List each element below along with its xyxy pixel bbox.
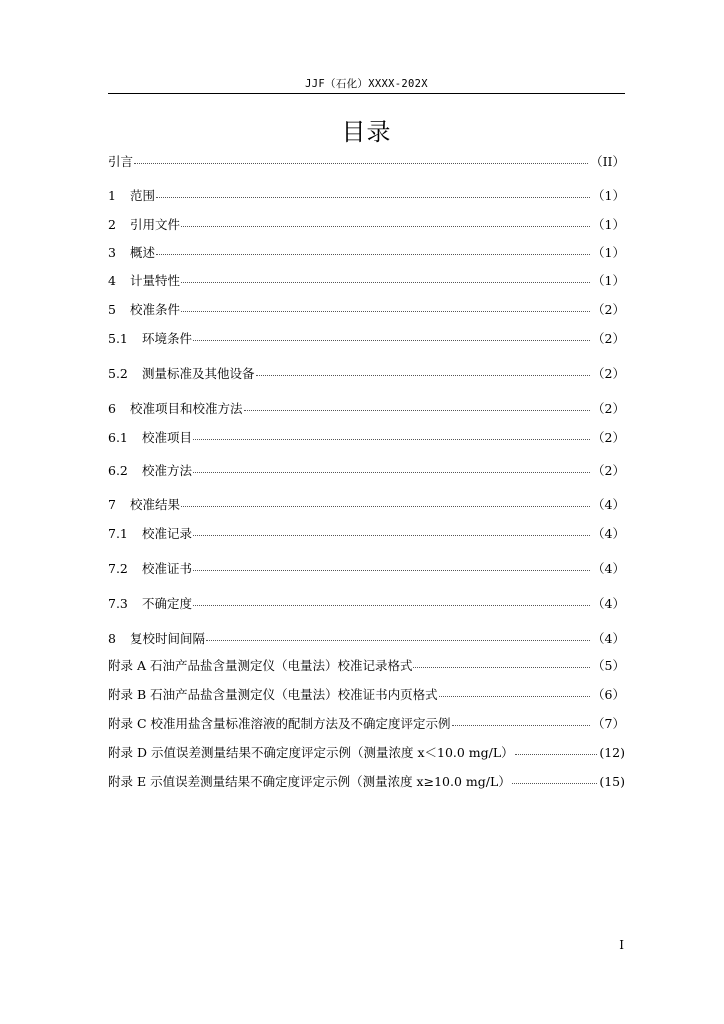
toc-entry[interactable] xyxy=(108,329,625,349)
toc-entry[interactable] xyxy=(108,594,625,614)
toc-entry-number: 3 xyxy=(108,245,116,260)
toc-entry[interactable] xyxy=(108,461,625,481)
toc-entry-label: 附录 D 示值误差测量结果不确定度评定示例（测量浓度 x＜10.0 mg/L） xyxy=(108,745,514,760)
toc-entry-number: 1 xyxy=(108,188,116,203)
toc-entry-page: （1） xyxy=(592,188,625,203)
toc-entry-page: （4） xyxy=(592,631,625,646)
dot-leader xyxy=(206,640,590,641)
toc-entry-number: 2 xyxy=(108,217,116,232)
toc-entry-text xyxy=(108,495,180,513)
page-title: 目录 xyxy=(341,118,392,146)
toc-entry-page: （1） xyxy=(592,245,625,260)
toc-entry-label: 校准方法 xyxy=(142,463,193,478)
toc-entry-label: 环境条件 xyxy=(142,331,193,346)
toc-entry-label: 附录 B 石油产品盐含量测定仪（电量法）校准证书内页格式 xyxy=(108,687,438,702)
toc-entry[interactable] xyxy=(108,215,625,235)
header-rule xyxy=(108,93,625,94)
toc-entry[interactable] xyxy=(108,152,625,172)
toc-entry-number: 5.1 xyxy=(108,331,128,346)
toc-entry-text xyxy=(108,685,438,703)
toc-entry-label: 校准证书 xyxy=(142,561,193,576)
toc-entry-label: 测量标准及其他设备 xyxy=(142,366,255,381)
toc-entry-label: 计量特性 xyxy=(130,273,181,288)
toc-entry-label: 校准记录 xyxy=(142,526,193,541)
toc-entry[interactable] xyxy=(108,186,625,206)
dot-leader xyxy=(193,570,590,571)
dot-leader xyxy=(193,340,590,341)
toc-entry-page: （2） xyxy=(592,331,625,346)
toc-entry-page: （2） xyxy=(592,463,625,478)
toc-entry-label: 校准结果 xyxy=(130,497,181,512)
toc-entry[interactable] xyxy=(108,743,625,763)
dot-leader xyxy=(134,163,588,164)
dot-leader xyxy=(512,783,598,784)
toc-entry-number: 7 xyxy=(108,497,116,512)
toc-entry-label: 不确定度 xyxy=(142,596,193,611)
toc-entry-label: 范围 xyxy=(130,188,156,203)
toc-entry-page: （4） xyxy=(592,497,625,512)
toc-entry-label: 引用文件 xyxy=(130,217,181,232)
toc-entry[interactable] xyxy=(108,399,625,419)
toc-entry-number: 5 xyxy=(108,302,116,317)
toc-entry-number: 8 xyxy=(108,631,116,646)
toc-entry-text xyxy=(108,364,255,382)
toc-entry-page: （7） xyxy=(592,716,625,731)
toc-entry-page: (15) xyxy=(599,774,625,789)
toc-entry[interactable] xyxy=(108,772,625,792)
toc-entry-text xyxy=(108,772,511,790)
dot-leader xyxy=(181,311,590,312)
dot-leader xyxy=(256,375,591,376)
toc-entry-page: （5） xyxy=(592,658,625,673)
toc-entry[interactable] xyxy=(108,656,625,676)
toc-entry-text xyxy=(108,271,180,289)
dot-leader xyxy=(452,725,591,726)
toc-entry-text xyxy=(108,743,514,761)
dot-leader xyxy=(193,535,590,536)
toc-entry-page: （4） xyxy=(592,561,625,576)
toc-entry-label: 校准项目 xyxy=(142,430,193,445)
toc-entry-text xyxy=(108,594,192,612)
toc-entry-page: （2） xyxy=(592,401,625,416)
dot-leader xyxy=(193,472,590,473)
toc-entry[interactable] xyxy=(108,559,625,579)
toc-entry-number: 5.2 xyxy=(108,366,128,381)
toc-entry-number: 6.2 xyxy=(108,463,128,478)
toc-entry-page: （2） xyxy=(592,302,625,317)
toc-entry[interactable] xyxy=(108,243,625,263)
dot-leader xyxy=(515,754,598,755)
dot-leader xyxy=(181,282,590,283)
toc-entry-number: 6 xyxy=(108,401,116,416)
toc-entry-label: 引言 xyxy=(108,154,134,169)
toc-entry-page: (12) xyxy=(599,745,625,760)
toc-entry[interactable] xyxy=(108,524,625,544)
toc-entry-page: （6） xyxy=(592,687,625,702)
dot-leader xyxy=(156,197,590,198)
toc-entry-text xyxy=(108,300,180,318)
toc-entry-page: （1） xyxy=(592,217,625,232)
toc-entry-text xyxy=(108,428,192,446)
toc-entry-label: 复校时间间隔 xyxy=(130,631,206,646)
toc-entry-number: 6.1 xyxy=(108,430,128,445)
toc-entry-number: 4 xyxy=(108,273,116,288)
toc-entry-number: 7.2 xyxy=(108,561,128,576)
toc-entry-page: （II） xyxy=(590,154,625,169)
toc-entry-page: （4） xyxy=(592,596,625,611)
dot-leader xyxy=(193,439,590,440)
toc-entry-page: （2） xyxy=(592,430,625,445)
toc-entry-label: 校准项目和校准方法 xyxy=(130,401,243,416)
toc-entry-text xyxy=(108,399,243,417)
toc-entry-text xyxy=(108,243,155,261)
dot-leader xyxy=(181,506,590,507)
toc-entry-text xyxy=(108,714,451,732)
dot-leader xyxy=(181,226,590,227)
dot-leader xyxy=(413,667,590,668)
toc-entry[interactable] xyxy=(108,495,625,515)
toc-entry[interactable] xyxy=(108,271,625,291)
page-number: I xyxy=(619,938,624,952)
toc-entry-label: 附录 E 示值误差测量结果不确定度评定示例（测量浓度 x≥10.0 mg/L） xyxy=(108,774,511,789)
toc-entry[interactable] xyxy=(108,714,625,734)
toc-entry-number: 7.1 xyxy=(108,526,128,541)
toc-entry-page: （4） xyxy=(592,526,625,541)
toc-entry-text xyxy=(108,559,192,577)
toc-entry-label: 校准条件 xyxy=(130,302,181,317)
dot-leader xyxy=(439,696,590,697)
toc-entry-text xyxy=(108,524,192,542)
toc-entry[interactable] xyxy=(108,428,625,448)
toc-entry-label: 概述 xyxy=(130,245,156,260)
toc-entry-text xyxy=(108,152,133,170)
toc-entry-page: （2） xyxy=(592,366,625,381)
toc-entry-text xyxy=(108,215,180,233)
toc-entry[interactable] xyxy=(108,364,625,384)
toc-entry-text xyxy=(108,629,205,647)
toc-entry-label: 附录 C 校准用盐含量标准溶液的配制方法及不确定度评定示例 xyxy=(108,716,451,731)
toc-entry-text xyxy=(108,329,192,347)
toc-entry-number: 7.3 xyxy=(108,596,128,611)
toc-entry-label: 附录 A 石油产品盐含量测定仪（电量法）校准记录格式 xyxy=(108,658,413,673)
toc-entry[interactable] xyxy=(108,629,625,649)
toc-entry-page: （1） xyxy=(592,273,625,288)
dot-leader xyxy=(193,605,590,606)
toc-entry-text xyxy=(108,656,412,674)
dot-leader xyxy=(156,254,590,255)
toc-entry-text xyxy=(108,461,192,479)
toc-entry[interactable] xyxy=(108,685,625,705)
document-header-code: JJF（石化）XXXX-202X xyxy=(305,78,428,90)
toc-entry-text xyxy=(108,186,155,204)
toc-entry[interactable] xyxy=(108,300,625,320)
dot-leader xyxy=(244,410,591,411)
